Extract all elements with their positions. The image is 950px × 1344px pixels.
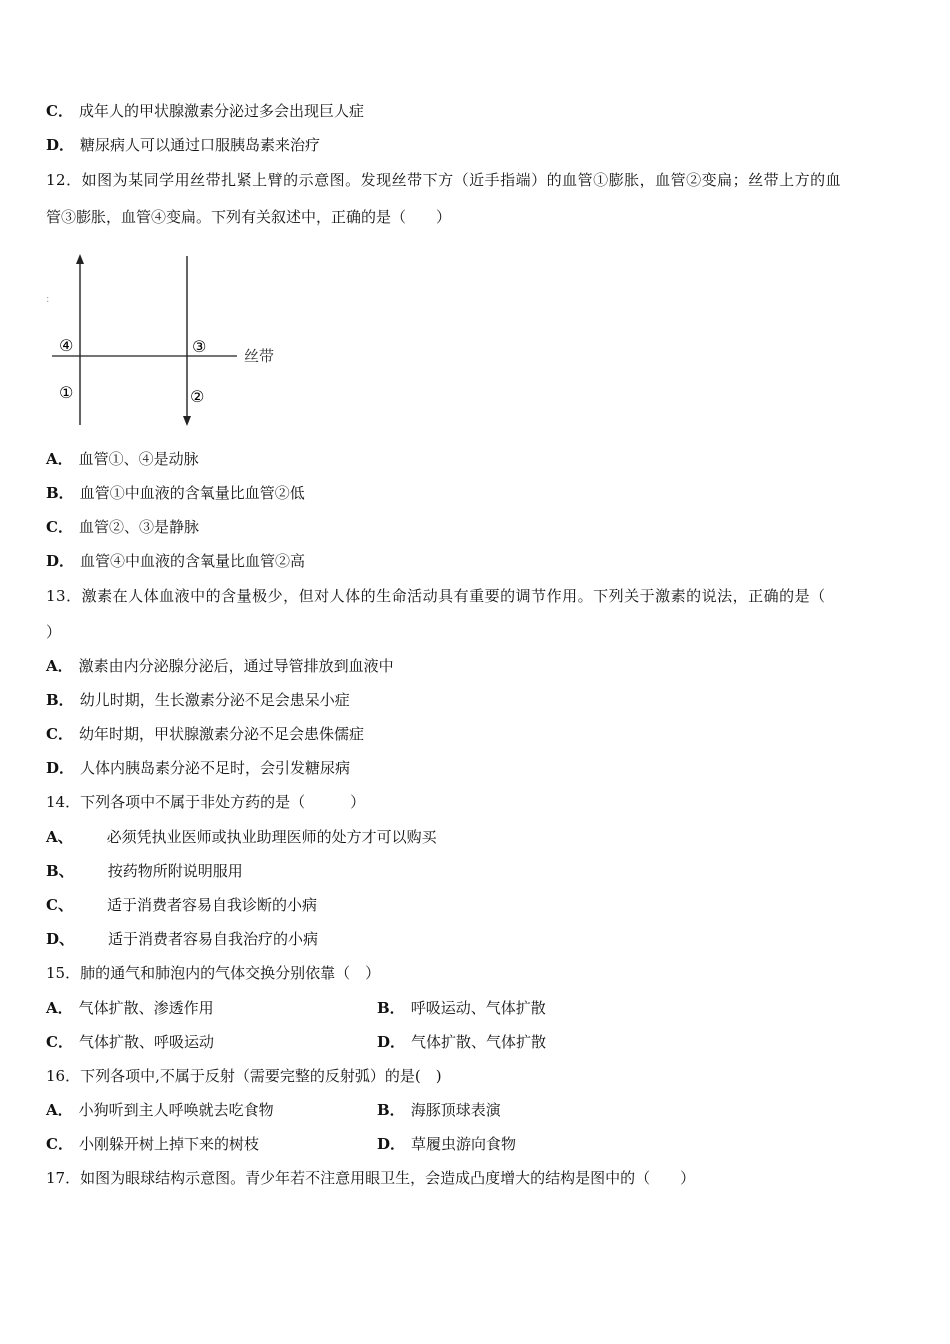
option-label: B． (377, 1101, 405, 1119)
option-label: C、 (46, 896, 73, 914)
label-vessel-2: ② (190, 387, 205, 406)
q13-option-c (46, 724, 364, 744)
label-vessel-1: ① (59, 383, 74, 402)
option-label: B、 (46, 862, 74, 880)
q15-stem: 15．肺的通气和肺泡内的气体交换分别依靠（ ） (46, 964, 381, 982)
q12-stem-line2: 管③膨胀，血管④变扁。下列有关叙述中，正确的是（ ） (46, 208, 452, 226)
option-label: D． (46, 136, 75, 154)
q12-option-a (46, 449, 199, 469)
q13-stem-line1: 13．激素在人体血液中的含量极少，但对人体的生命活动具有重要的调节作用。下列关于激素的说法，正确的是（ (46, 587, 826, 605)
option-text: 小刚躲开树上掉下来的树枝 (78, 1135, 259, 1153)
option-label: B． (377, 999, 405, 1017)
option-text: 海豚顶球表演 (410, 1101, 501, 1119)
option-label: D、 (46, 930, 75, 948)
q11-option-d (46, 135, 320, 155)
q14-option-d (46, 929, 318, 949)
label-vessel-3: ③ (192, 337, 207, 356)
option-label: D． (377, 1135, 406, 1153)
q17-stem: 17．如图为眼球结构示意图。青少年若不注意用眼卫生，会造成凸度增大的结构是图中的（ ） (46, 1169, 696, 1187)
option-text: 血管②、③是静脉 (78, 518, 199, 536)
q16-option-d (377, 1134, 516, 1154)
option-label: C． (46, 725, 73, 743)
option-text: 适于消费者容易自我治疗的小病 (108, 930, 319, 948)
option-text: 幼年时期，甲状腺激素分泌不足会患侏儒症 (78, 725, 364, 743)
q12-option-c (46, 517, 199, 537)
option-label: A、 (46, 828, 73, 846)
q15-option-d (377, 1032, 546, 1052)
q14-stem: 14．下列各项中不属于非处方药的是（ ） (46, 793, 366, 811)
option-label: D． (46, 552, 75, 570)
option-label: D． (377, 1033, 406, 1051)
q15-option-a (46, 998, 214, 1018)
q13-option-b (46, 690, 350, 710)
option-label: C． (46, 102, 73, 120)
option-text: 人体内胰岛素分泌不足时，会引发糖尿病 (80, 759, 351, 777)
q14-option-a (46, 827, 437, 847)
option-text: 血管①中血液的含氧量比血管②低 (79, 484, 305, 502)
arm-ribbon-diagram (40, 250, 290, 435)
label-vessel-4: ④ (59, 336, 74, 355)
option-text: 必须凭执业医师或执业助理医师的处方才可以购买 (106, 828, 437, 846)
option-text: 气体扩散、呼吸运动 (78, 1033, 214, 1051)
arrow-down-icon (183, 416, 191, 426)
q13-option-a (46, 656, 394, 676)
q16-option-b (377, 1100, 501, 1120)
option-label: C． (46, 518, 73, 536)
option-text: 按药物所附说明服用 (107, 862, 243, 880)
option-label: B． (46, 484, 74, 502)
option-text: 气体扩散、气体扩散 (411, 1033, 547, 1051)
option-text: 血管①、④是动脉 (78, 450, 199, 468)
q13-option-d (46, 758, 350, 778)
q16-option-a (46, 1100, 274, 1120)
option-text: 呼吸运动、气体扩散 (410, 999, 546, 1017)
label-ribbon: 丝带 (244, 347, 275, 365)
option-label: A． (46, 657, 73, 675)
q15-option-b (377, 998, 546, 1018)
option-text: 血管④中血液的含氧量比血管②高 (80, 552, 306, 570)
option-text: 成年人的甲状腺激素分泌过多会出现巨人症 (78, 102, 364, 120)
option-text: 适于消费者容易自我诊断的小病 (106, 896, 317, 914)
option-text: 气体扩散、渗透作用 (78, 999, 214, 1017)
option-text: 草履虫游向食物 (411, 1135, 517, 1153)
arrow-up-icon (76, 254, 84, 264)
q12-stem-line1: 12．如图为某同学用丝带扎紧上臂的示意图。发现丝带下方（近手指端）的血管①膨胀，血管②变扁；丝带上方的血 (46, 171, 842, 189)
option-label: D． (46, 759, 75, 777)
q14-option-c (46, 895, 317, 915)
option-text: 小狗听到主人呼唤就去吃食物 (78, 1101, 274, 1119)
option-label: A． (46, 999, 73, 1017)
q12-option-d (46, 551, 305, 571)
q16-stem: 16．下列各项中,不属于反射（需要完整的反射弧）的是( ) (46, 1067, 442, 1085)
option-label: A． (46, 1101, 73, 1119)
option-text: 激素由内分泌腺分泌后，通过导管排放到血液中 (78, 657, 394, 675)
q15-option-c (46, 1032, 214, 1052)
q11-option-c (46, 101, 364, 121)
stray-mark: : (46, 294, 50, 305)
option-text: 糖尿病人可以通过口服胰岛素来治疗 (80, 136, 321, 154)
option-text: 幼儿时期，生长激素分泌不足会患呆小症 (79, 691, 350, 709)
q12-option-b (46, 483, 305, 503)
option-label: C． (46, 1135, 73, 1153)
option-label: B． (46, 691, 74, 709)
option-label: C． (46, 1033, 73, 1051)
q13-stem-line2: ） (46, 623, 62, 641)
option-label: A． (46, 450, 73, 468)
q16-option-c (46, 1134, 259, 1154)
q14-option-b (46, 861, 243, 881)
